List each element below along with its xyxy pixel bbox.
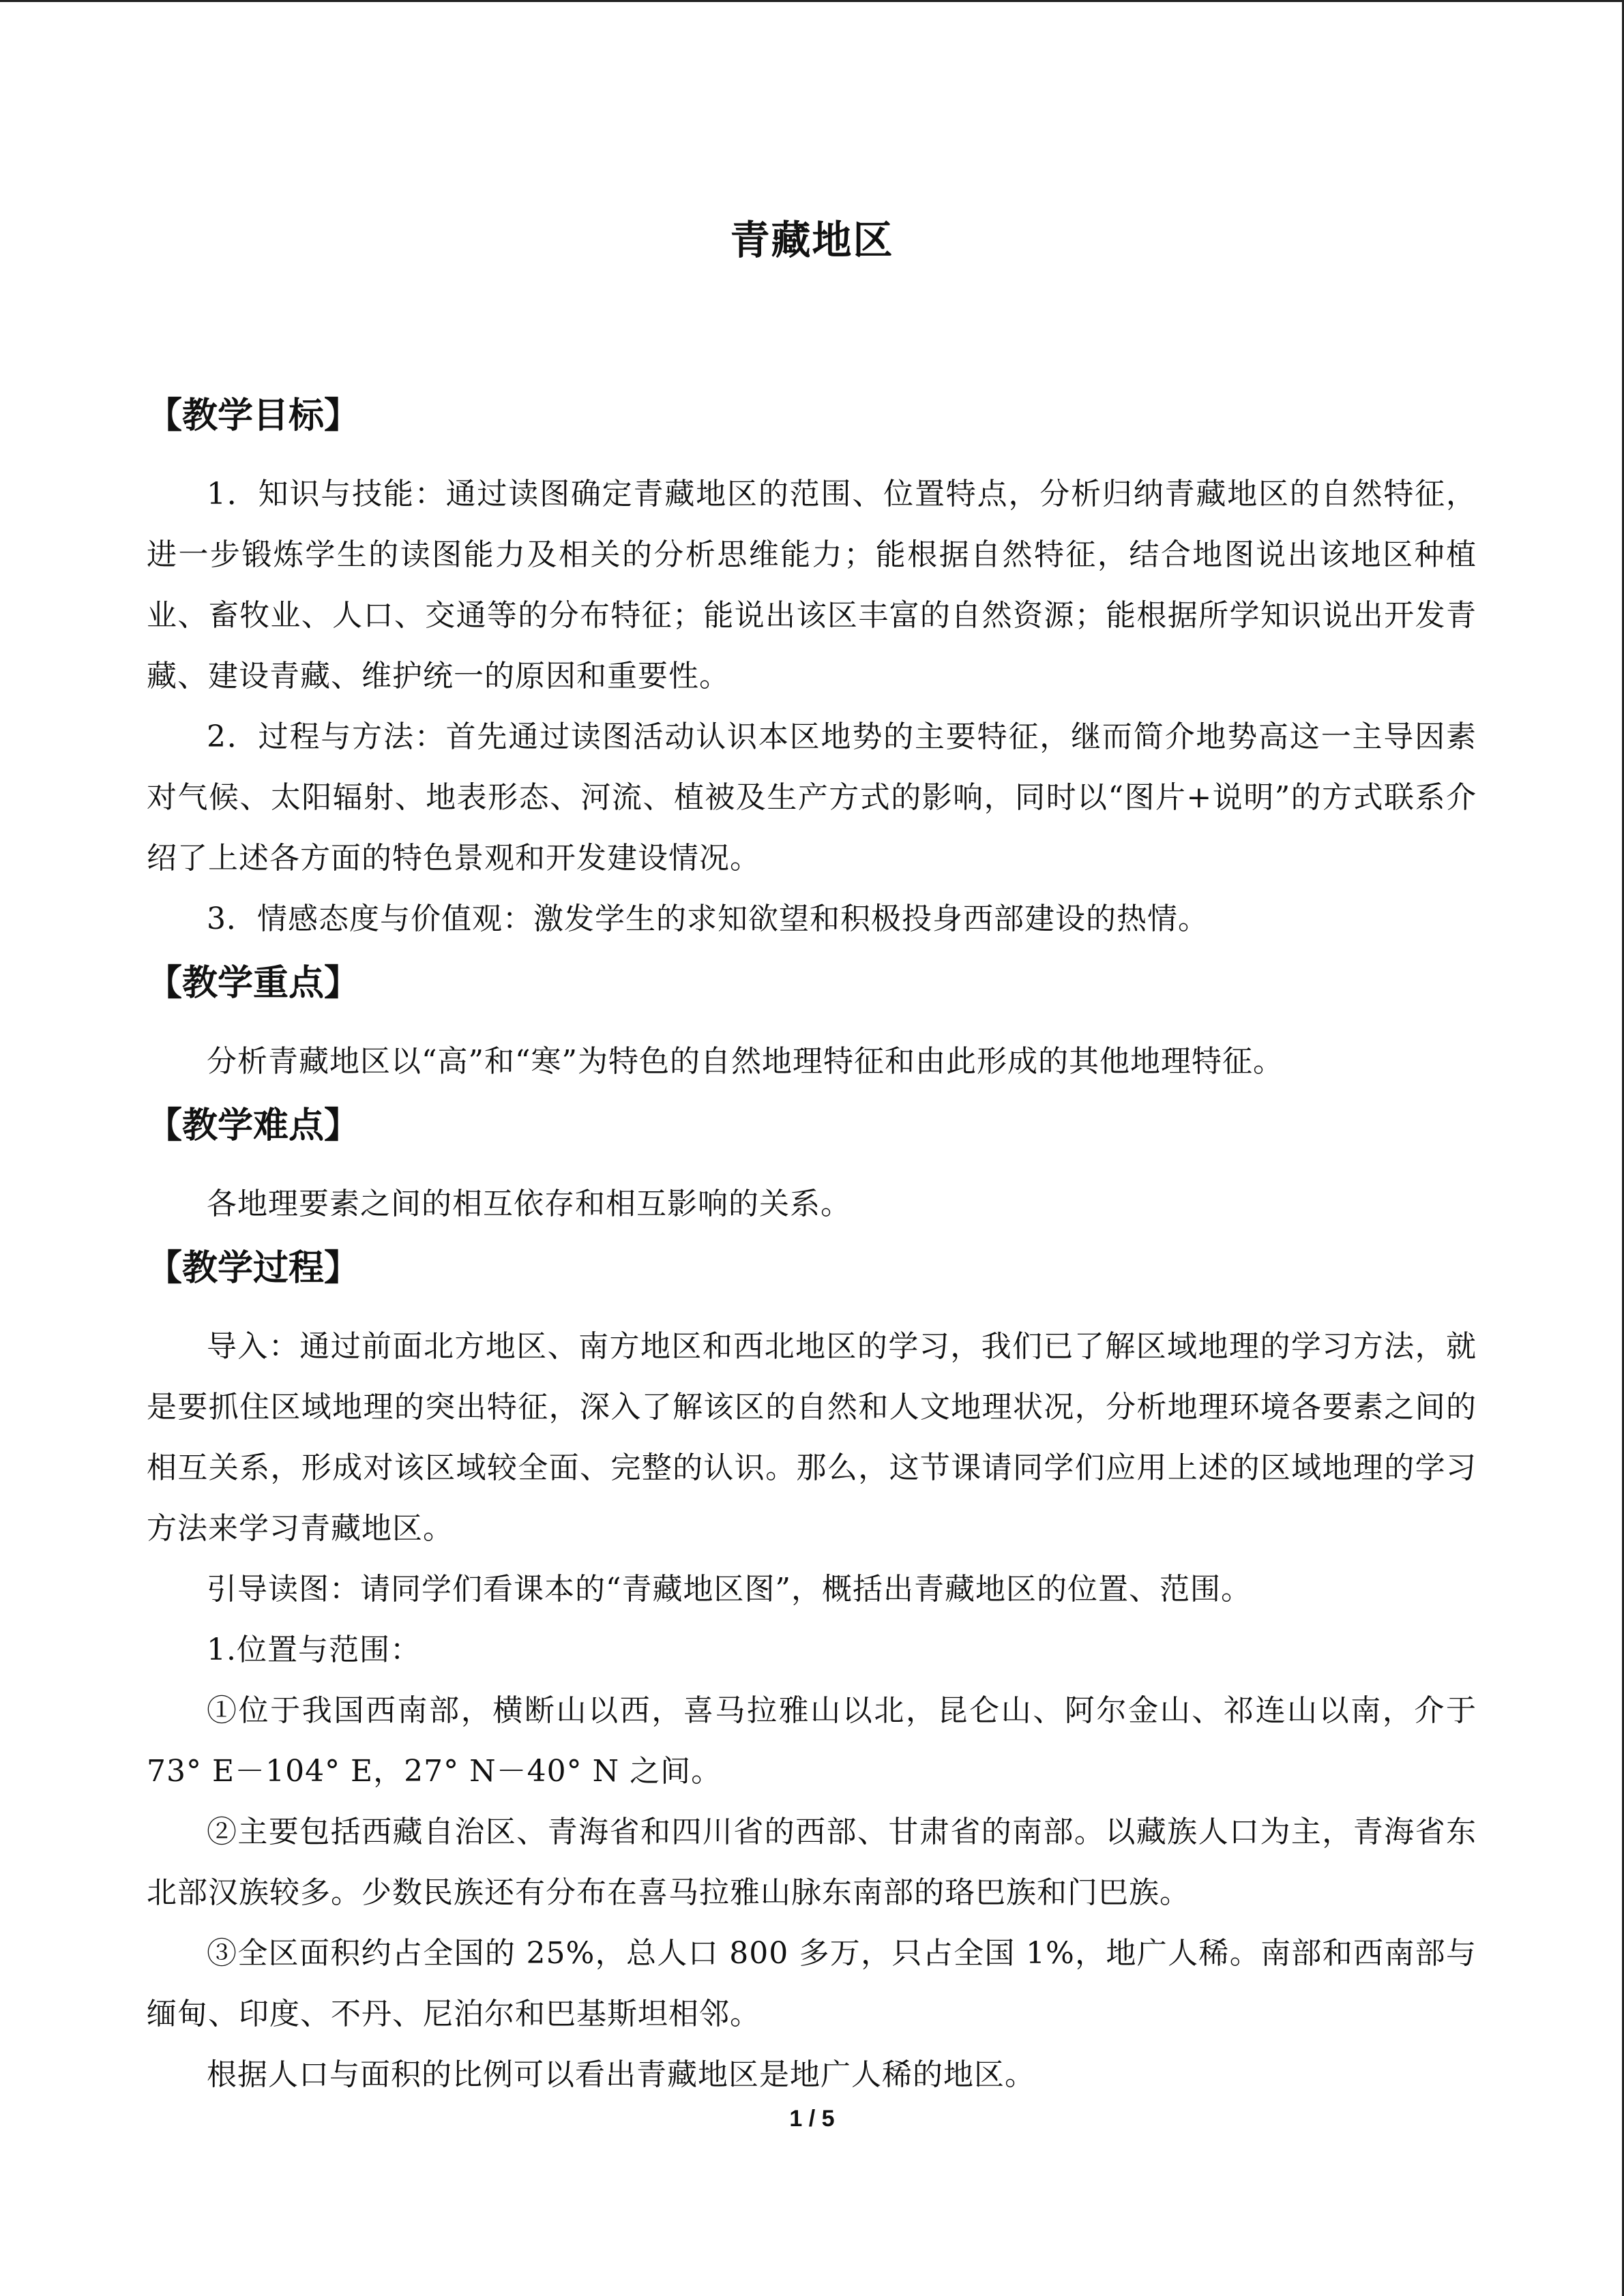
process-paragraph-guide: 引导读图：请同学们看课本的“青藏地区图”，概括出青藏地区的位置、范围。 (207, 1572, 1252, 1607)
goals-paragraph-1: 1．知识与技能：通过读图确定青藏地区的范围、位置特点，分析归纳青藏地区的自然特征，进一步锻炼学生的读图能力及相关的分析思维能力；能根据自然特征，结合地图说出该地区种植业、畜牧业、人口、交通等的分布特征；能说出该区丰富的自然资源；能根据所学知识说出开发青藏、建设青藏、维护统一的原因和重要性。 (147, 477, 1477, 694)
section-heading-goals: 【教学目标】 (147, 396, 360, 436)
section-heading-key-points: 【教学重点】 (147, 963, 360, 1004)
page-number: 1 / 5 (789, 2106, 835, 2132)
key-points-paragraph: 分析青藏地区以“高”和“寒”为特色的自然地理特征和由此形成的其他地理特征。 (207, 1044, 1284, 1079)
process-paragraph-location-1: ①位于我国西南部，横断山以西，喜马拉雅山以北，昆仑山、阿尔金山、祁连山以南，介于 73° E－104° E，27° N－40° N 之间。 (147, 1693, 1477, 1789)
process-paragraph-location-heading: 1.位置与范围： (207, 1632, 421, 1667)
process-paragraph-conclusion: 根据人口与面积的比例可以看出青藏地区是地广人稀的地区。 (207, 2057, 1035, 2092)
section-heading-difficulties: 【教学难点】 (147, 1105, 360, 1146)
goals-paragraph-3: 3．情感态度与价值观：激发学生的求知欲望和积极投身西部建设的热情。 (207, 901, 1209, 936)
process-paragraph-location-2: ②主要包括西藏自治区、青海省和四川省的西部、甘肃省的南部。以藏族人口为主，青海省东北部汉族较多。少数民族还有分布在喜马拉雅山脉东南部的珞巴族和门巴族。 (147, 1815, 1477, 1910)
process-paragraph-location-3: ③全区面积约占全国的 25%，总人口 800 多万，只占全国 1%，地广人稀。南部和西南部与缅甸、印度、不丹、尼泊尔和巴基斯坦相邻。 (147, 1936, 1477, 2031)
goals-paragraph-2: 2．过程与方法：首先通过读图活动认识本区地势的主要特征，继而简介地势高这一主导因素对气候、太阳辐射、地表形态、河流、植被及生产方式的影响，同时以“图片+说明”的方式联系介绍了上述各方面的特色景观和开发建设情况。 (147, 719, 1477, 876)
difficulties-paragraph: 各地理要素之间的相互依存和相互影响的关系。 (207, 1187, 851, 1221)
document-title: 青藏地区 (730, 217, 894, 263)
section-heading-process: 【教学过程】 (147, 1248, 360, 1289)
page-top-border (0, 0, 1624, 2)
document-body (147, 382, 1477, 2105)
process-paragraph-intro: 导入：通过前面北方地区、南方地区和西北地区的学习，我们已了解区域地理的学习方法，就是要抓住区域地理的突出特征，深入了解该区的自然和人文地理状况，分析地理环境各要素之间的相互关系，形成对该区域较全面、完整的认识。那么，这节课请同学们应用上述的区域地理的学习方法来学习青藏地区。 (147, 1329, 1477, 1546)
